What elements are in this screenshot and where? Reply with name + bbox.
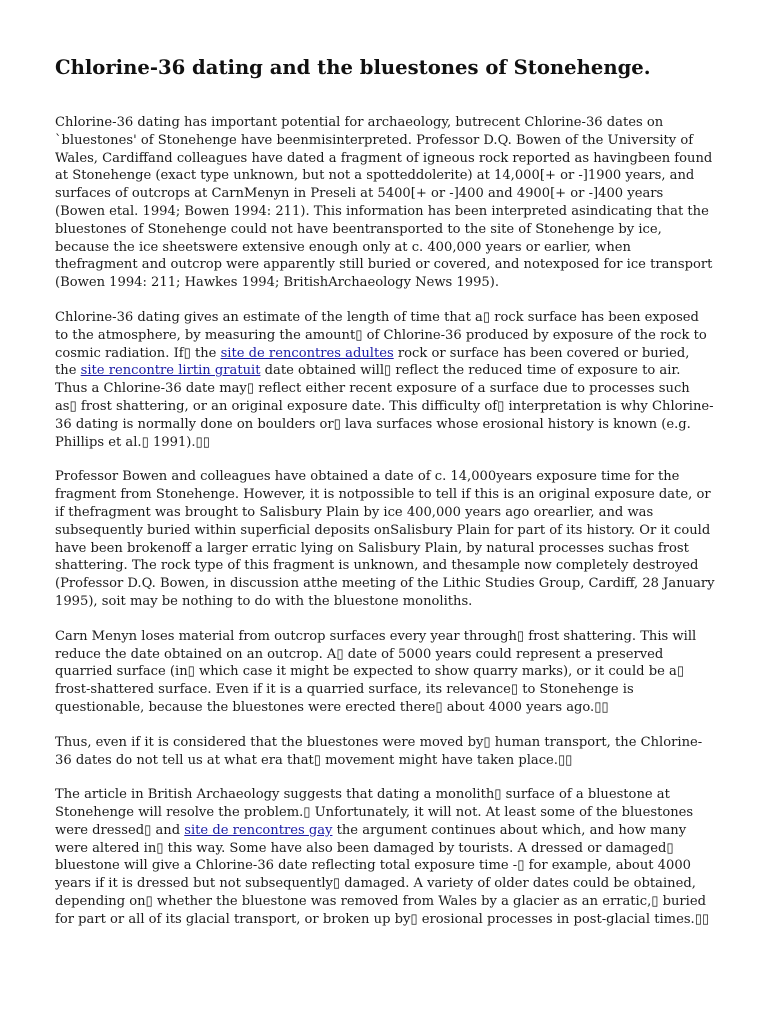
paragraph-6 [55, 786, 715, 928]
link-site-de-rencontres-adultes[interactable]: site de rencontres adultes [220, 345, 394, 361]
paragraph-6-text-b: the argument continues about which, and how many were altered in▯ this way. Some have also been damaged by tourists. A dressed or damaged▯ bluestone will give a Chlorine-36 date reflecting total exposure time -▯ for example, about 4000 years if it is dressed but not subsequently▯ damaged. A variety of older dates could be obtained, depending on▯ whether the bluestone was removed from Wales by a glacier as an erratic,▯ buried for part or all of its glacial transport, or broken up by▯ erosional processes in post-glacial times.▯▯ [55, 822, 710, 927]
link-site-rencontre-lirtin-gratuit[interactable]: site rencontre lirtin gratuit [80, 363, 261, 379]
paragraph-6-text-a: The article in British Archaeology suggests that dating a monolith▯ surface of a bluestone at Stonehenge will resolve the problem.▯ Unfortunately, it will not. At least some of the bluestones were dressed▯ and [55, 787, 694, 838]
paragraph-5: Thus, even if it is considered that the bluestones were moved by▯ human transport, the Chlorine-36 dates do not tell us at what era that▯ movement might have taken place.▯▯ [55, 734, 703, 768]
page-title: Chlorine-36 dating and the bluestones of Stonehenge. [55, 56, 651, 79]
paragraph-4: Carn Menyn loses material from outcrop surfaces every year through▯ frost shattering. This will reduce the date obtained on an outcrop. A▯ date of 5000 years could represent a preserved quarried surface (in▯ which case it might be expected to show quarry marks), or it could be a▯ frost-shattered surface. Even if it is a quarried surface, its relevance▯ to Stonehenge is questionable, because the bluestones were erected there▯ about 4000 years ago.▯▯ [55, 628, 697, 715]
article [55, 54, 715, 946]
paragraph-2-text-c: date obtained will▯ reflect the reduced time of exposure to air. Thus a Chlorine-36 date may▯ reflect either recent exposure of a surface due to processes such as▯ frost shattering, or an original exposure date. This difficulty of▯ interpretation is why Chlorine-36 dating is normally done on boulders or▯ lava surfaces whose erosional history is known (e.g. Phillips et al.▯ 1991).▯▯ [55, 363, 714, 450]
paragraph-2 [55, 309, 715, 451]
paragraph-1: Chlorine-36 dating has important potential for archaeology, butrecent Chlorine-36 dates on `bluestones' of Stonehenge have beenmisinterpreted. Professor D.Q. Bowen of the University of Wales, Cardiffand colleagues have dated a fragment of igneous rock reported as havingbeen found at Stonehenge (exact type unknown, but not a spotteddolerite) at 14,000[+ or -]1900 years, and surfaces of outcrops at CarnMenyn in Preseli at 5400[+ or -]400 and 4900[+ or -]400 years (Bowen etal. 1994; Bowen 1994: 211). This information has been interpreted asindicating that the bluestones of Stonehenge could not have beentransported to the site of Stonehenge by ice, because the ice sheetswere extensive enough only at c. 400,000 years or earlier, when thefragment and outcrop were apparently still buried or covered, and notexposed for ice transport (Bowen 1994: 211; Hawkes 1994; BritishArchaeology News 1995). [55, 115, 713, 291]
paragraph-2-text-a: Chlorine-36 dating gives an estimate of the length of time that a▯ rock surface has been exposed to the atmosphere, by measuring the amount▯ of Chlorine-36 produced by exposure of the rock to cosmic radiation. If▯ the [55, 309, 707, 361]
paragraph-3: Professor Bowen and colleagues have obtained a date of c. 14,000years exposure time for the fragment from Stonehenge. However, it is notpossible to tell if this is an original exposure date, or if thefragment was brought to Salisbury Plain by ice 400,000 years ago orearlier, and was subsequently buried within superficial deposits onSalisbury Plain for part of its history. Or it could have been brokenoff a larger erratic lying on Salisbury Plain, by natural processes suchas frost shattering. The rock type of this fragment is unknown, and thesample now completely destroyed (Professor D.Q. Bowen, in discussion atthe meeting of the Lithic Studies Group, Cardiff, 28 January 1995), soit may be nothing to do with the bluestone monoliths. [55, 469, 715, 609]
link-site-de-rencontres-gay[interactable]: site de rencontres gay [184, 822, 333, 838]
paragraph-2-text-b: rock or surface has been covered or buried, the [55, 345, 690, 379]
